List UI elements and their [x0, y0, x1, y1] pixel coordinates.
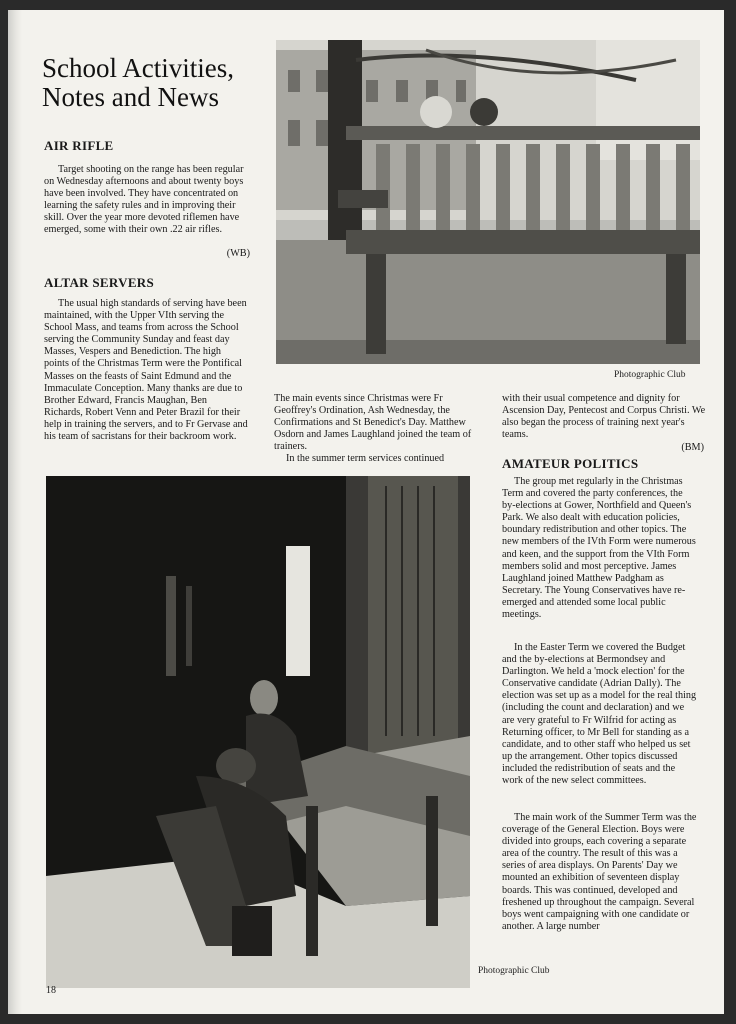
page-title: School Activities, Notes and News	[42, 53, 234, 113]
altar-servers-col3-p1: with their usual competence and dignity for Ascension Day, Pentecost and Corpus Christi. We also began the process of training next year's teams.	[502, 393, 706, 441]
photo1-caption: Photographic Club	[614, 370, 686, 380]
bench-photo	[276, 40, 700, 364]
altar-servers-signature: (BM)	[681, 442, 704, 453]
air-rifle-text: Target shooting on the range has been regular on Wednesday afternoons and about twenty boys have been involved. They have concentrated on learning the safety rules and in improving their skill. Over the year more devoted riflemen have emerged, some with their own .22 air rifles.	[44, 164, 244, 236]
amateur-politics-p3: The main work of the Summer Term was the coverage of the General Election. Boys were divided into groups, each covering a separate area of the country. The result of this was a series of area displays. On Parents' Day we mounted an exhibition of seventeen display boards. This was continued, developed and freshened up throughout the campaign. Several boys went campaigning with one candidate or another. A large number	[502, 812, 697, 932]
photo2-caption: Photographic Club	[478, 966, 550, 976]
altar-servers-col2-p2: In the summer term services continued	[286, 453, 445, 464]
altar-servers-text: The usual high standards of serving have been maintained, with the Upper VIth serving the School Mass, and teams from across the School serving the Community Sunday and feast day Masses, Vespers and Benediction. The high points of the Christmas Term were the Pontifical Masses on the feasts of Saint Edmund and the Immaculate Conception. Many thanks are due to Brother Edward, Francis Maughan, Ben Richards, Robert Venn and Peter Brazil for their help in training the servers, and to Fr Gervase and his team of sacristans for their backroom work.	[44, 298, 248, 443]
magazine-page	[8, 10, 724, 1014]
amateur-politics-p1: The group met regularly in the Christmas Term and covered the party conferences, the by-elections at Gower, Northfield and Queen's Park. We also dealt with education policies, boundary redistribution and other topics. The new members of the IVth Form were numerous and keen, and the support from the VIth Form members solid and most perceptive. James Laughland joined Matthew Padgham as Secretary. The Young Conservatives have re-emerged and attended some local public meetings.	[502, 476, 696, 621]
amateur-politics-p2: In the Easter Term we covered the Budget and the by-elections at Bermondsey and Darlington. We held a 'mock election' for the Conservative candidate (Adrian Dally). The election was set up as a model for the real thing (including the count and declaration) and we are very grateful to Fr Wilfrid for acting as Returning officer, to Mr Bell for standing as a candidate, and to other staff who helped us set up the arrangement. Other topics discussed included the redistribution of seats and the work of the new select committees.	[502, 642, 697, 787]
air-rifle-signature: (WB)	[226, 248, 250, 259]
page-number: 18	[46, 985, 56, 996]
air-rifle-heading: AIR RIFLE	[44, 138, 114, 153]
boys-on-bench-photo	[46, 476, 470, 988]
altar-servers-col2-p1: The main events since Christmas were Fr Geoffrey's Ordination, Ash Wednesday, the Confirmations and St Benedict's Day. Matthew Osdorn and James Laughland joined the team of trainers.	[274, 393, 472, 453]
amateur-politics-heading: AMATEUR POLITICS	[502, 456, 639, 471]
page-binding-shadow	[8, 10, 22, 1014]
altar-servers-heading: ALTAR SERVERS	[44, 275, 155, 290]
